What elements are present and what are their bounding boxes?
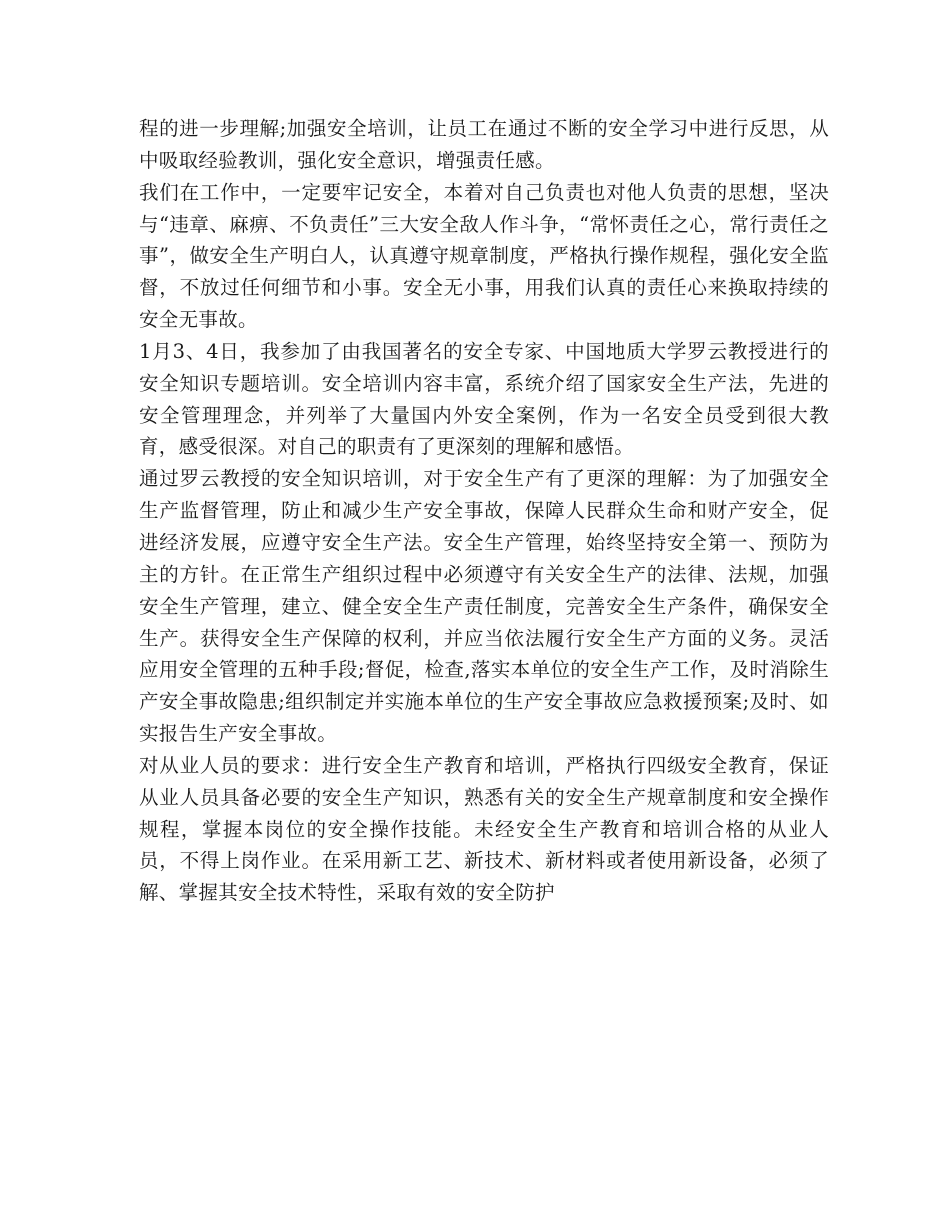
paragraph-5: 对从业人员的要求：进行安全生产教育和培训，严格执行四级安全教育，保证从业人员具备必要的安全生产知识，熟悉有关的安全生产规章制度和安全操作规程，掌握本岗位的安全操作技能。未经安全生产教育和培训合格的从业人员，不得上岗作业。在采用新工艺、新技术、新材料或者使用新设备，必须了解、掌握其安全技术特性，采取有效的安全防护	[139, 753, 829, 905]
paragraph-1: 程的进一步理解;加强安全培训，让员工在通过不断的安全学习中进行反思，从中吸取经验教训，强化安全意识，增强责任感。	[139, 117, 829, 172]
paragraph-3: 1月3、4日，我参加了由我国著名的安全专家、中国地质大学罗云教授进行的安全知识专题培训。安全培训内容丰富，系统介绍了国家安全生产法，先进的安全管理理念，并列举了大量国内外安全案例，作为一名安全员受到很大教育，感受很深。对自己的职责有了更深刻的理解和感悟。	[139, 339, 829, 459]
document-body	[139, 113, 829, 909]
paragraph-2: 我们在工作中，一定要牢记安全，本着对自己负责也对他人负责的思想，坚决与“违章、麻痹、不负责任”三大安全敌人作斗争，“常怀责任之心，常行责任之事”，做安全生产明白人，认真遵守规章制度，严格执行操作规程，强化安全监督，不放过任何细节和小事。安全无小事，用我们认真的责任心来换取持续的安全无事故。	[139, 180, 829, 332]
paragraph-4: 通过罗云教授的安全知识培训，对于安全生产有了更深的理解：为了加强安全生产监督管理，防止和减少生产安全事故，保障人民群众生命和财产安全，促进经济发展，应遵守安全生产法。安全生产管理，始终坚持安全第一、预防为主的方针。在正常生产组织过程中必须遵守有关安全生产的法律、法规，加强安全生产管理，建立、健全安全生产责任制度，完善安全生产条件，确保安全生产。获得安全生产保障的权利，并应当依法履行安全生产方面的义务。灵活应用安全管理的五种手段;督促，检查,落实本单位的安全生产工作，及时消除生产安全事故隐患;组织制定并实施本单位的生产安全事故应急救援预案;及时、如实报告生产安全事故。	[139, 467, 829, 746]
